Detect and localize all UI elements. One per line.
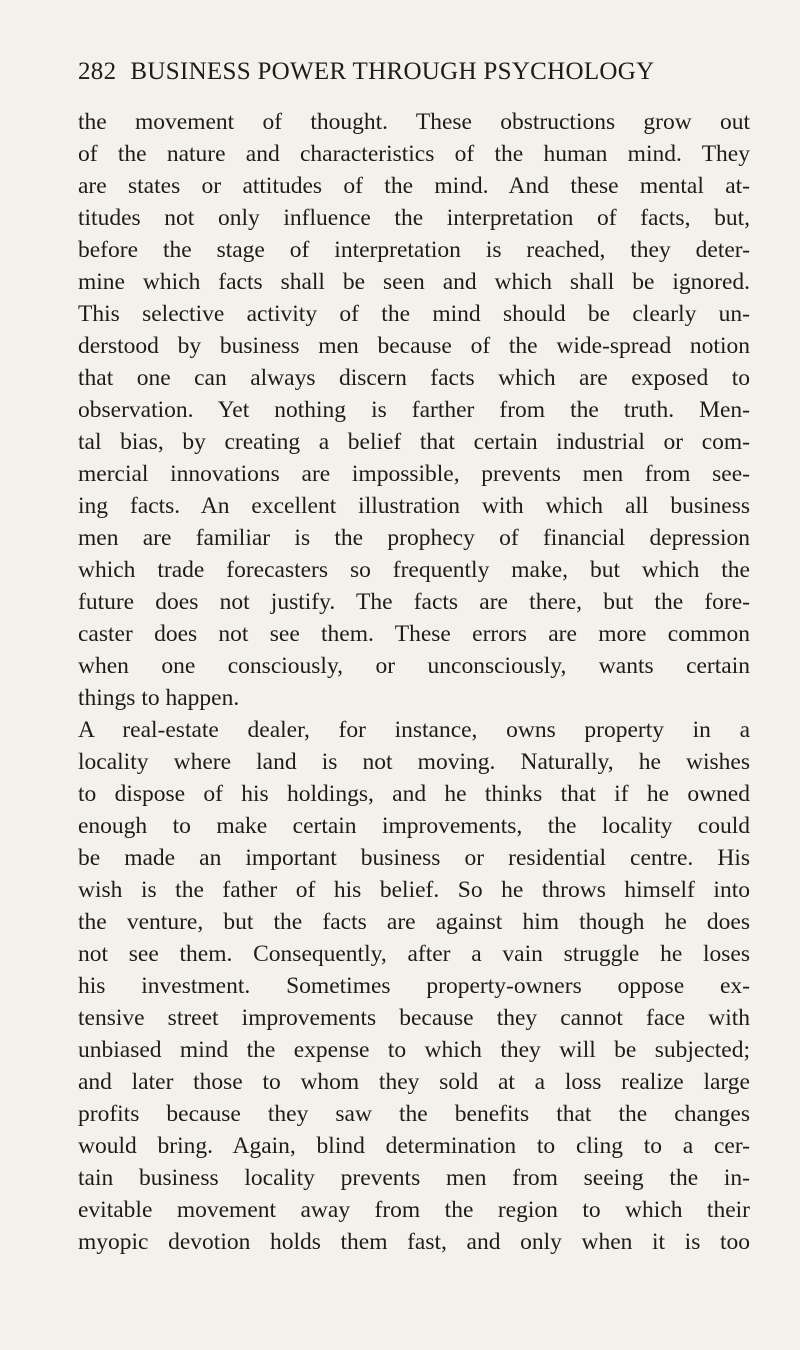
text-line: myopic devotion holds them fast, and only when it is too (78, 1229, 750, 1255)
text-line: locality where land is not moving. Naturally, he wishes (78, 749, 750, 775)
text-line: unbiased mind the expense to which they will be subjected; (78, 1037, 750, 1063)
text-line: This selective activity of the mind should be clearly un- (78, 301, 750, 327)
text-line: men are familiar is the prophecy of financial depression (78, 525, 750, 551)
text-line: tensive street improvements because they cannot face with (78, 1005, 750, 1031)
paragraph-first-line: A real-estate dealer, for instance, owns property in a (78, 717, 750, 743)
text-line: derstood by business men because of the wide-spread notion (78, 333, 750, 359)
book-page (78, 52, 750, 1258)
text-line: evitable movement away from the region to which their (78, 1197, 750, 1223)
text-line: which trade forecasters so frequently make, but which the (78, 557, 750, 583)
running-title: BUSINESS POWER THROUGH PSYCHOLOGY (130, 58, 655, 85)
paragraph-end-line: things to happen. (78, 685, 240, 711)
text-line: ing facts. An excellent illustration with which all business (78, 493, 750, 519)
text-line: of the nature and characteristics of the human mind. They (78, 141, 750, 167)
text-line: the venture, but the facts are against him though he does (78, 909, 750, 935)
text-line: the movement of thought. These obstructions grow out (78, 109, 750, 135)
text-line: future does not justify. The facts are there, but the fore- (78, 589, 750, 615)
text-line: wish is the father of his belief. So he throws himself into (78, 877, 750, 903)
running-head (78, 52, 750, 92)
text-line: titudes not only influence the interpretation of facts, but, (78, 205, 750, 231)
text-line: not see them. Consequently, after a vain struggle he loses (78, 941, 750, 967)
body-text (78, 106, 750, 1258)
text-line: caster does not see them. These errors are more common (78, 621, 750, 647)
text-line: enough to make certain improvements, the locality could (78, 813, 750, 839)
text-line: to dispose of his holdings, and he thinks that if he owned (78, 781, 750, 807)
text-line: are states or attitudes of the mind. And these mental at- (78, 173, 750, 199)
text-line: observation. Yet nothing is farther from the truth. Men- (78, 397, 750, 423)
text-line: when one consciously, or unconsciously, wants certain (78, 653, 750, 679)
text-line: before the stage of interpretation is reached, they deter- (78, 237, 750, 263)
text-line: his investment. Sometimes property-owners oppose ex- (78, 973, 750, 999)
text-line: profits because they saw the benefits that the changes (78, 1101, 750, 1127)
text-line: be made an important business or residential centre. His (78, 845, 750, 871)
text-line: mine which facts shall be seen and which shall be ignored. (78, 269, 750, 295)
text-line: tal bias, by creating a belief that certain industrial or com- (78, 429, 750, 455)
text-line: tain business locality prevents men from seeing the in- (78, 1165, 750, 1191)
text-line: that one can always discern facts which are exposed to (78, 365, 750, 391)
text-line: and later those to whom they sold at a loss realize large (78, 1069, 750, 1095)
page-number: 282 (78, 58, 117, 85)
text-line: would bring. Again, blind determination to cling to a cer- (78, 1133, 750, 1159)
text-line: mercial innovations are impossible, prevents men from see- (78, 461, 750, 487)
